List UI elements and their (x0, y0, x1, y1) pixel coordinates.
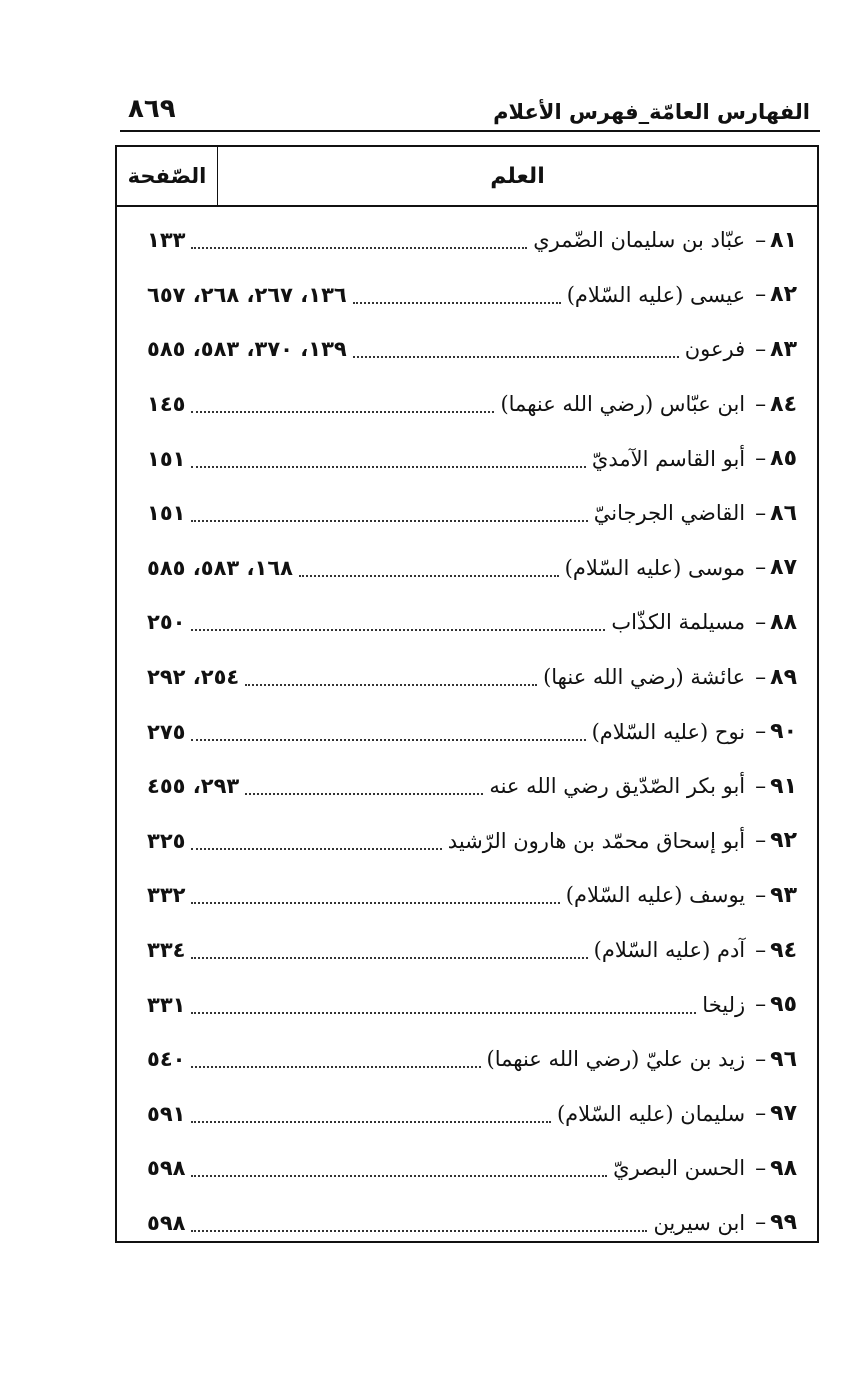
entry-dash: – (755, 500, 767, 526)
entry-pages: ٢٩٣، ٤٥٥ (147, 774, 240, 799)
entry-number: ٩٩ (770, 1210, 797, 1236)
table-row (117, 377, 817, 432)
column-header-name: العلم (490, 163, 545, 189)
entry-pages: ١٦٨، ٥٨٣، ٥٨٥ (147, 555, 293, 580)
table-row (117, 1087, 817, 1142)
table-row (117, 268, 817, 323)
dot-leader (245, 793, 483, 795)
entry-name: القاضي الجرجانيّ (593, 501, 746, 526)
dot-leader (353, 356, 679, 358)
entry-pages: ١٤٥ (147, 392, 186, 417)
header-rule (120, 130, 820, 132)
column-header-page: الصّفحة (117, 147, 218, 205)
entry-pages: ٣٣٤ (147, 938, 186, 963)
table-row (117, 595, 817, 650)
dot-leader (191, 1121, 551, 1123)
entry-pages: ٢٥٠ (147, 610, 186, 635)
table-row (117, 759, 817, 814)
entry-number: ٩٨ (770, 1155, 797, 1181)
entry-number: ٩٤ (770, 937, 797, 963)
page-header (120, 88, 820, 132)
entry-pages: ٥٩١ (147, 1101, 186, 1126)
dot-leader (191, 411, 494, 413)
entry-dash: – (755, 992, 767, 1018)
entry-dash: – (755, 664, 767, 690)
dot-leader (353, 302, 561, 304)
entry-dash: – (755, 1155, 767, 1181)
dot-leader (299, 575, 559, 577)
entry-name: أبو إسحاق محمّد بن هارون الرّشيد (447, 828, 746, 853)
dot-leader (245, 684, 537, 686)
entry-pages: ٣٣١ (147, 992, 186, 1017)
entry-name: ابن عبّاس (رضي الله عنهما) (500, 392, 746, 417)
entry-name: أبو القاسم الآمديّ (591, 446, 746, 471)
table-header-row (117, 147, 817, 207)
dot-leader (191, 247, 527, 249)
entry-dash: – (755, 937, 767, 963)
entry-number: ٨٨ (770, 609, 797, 635)
table-row (117, 486, 817, 541)
index-table (115, 145, 819, 1243)
entry-number: ٩٠ (770, 719, 797, 745)
entry-number: ٨٢ (770, 282, 797, 308)
dot-leader (191, 466, 585, 468)
table-body (117, 213, 817, 1250)
entry-number: ٩٥ (770, 992, 797, 1018)
entry-number: ٨٣ (770, 336, 797, 362)
dot-leader (191, 848, 441, 850)
table-row (117, 977, 817, 1032)
dot-leader (191, 1175, 607, 1177)
entry-name: زيد بن عليّ (رضي الله عنهما) (486, 1047, 746, 1072)
entry-name: عبّاد بن سليمان الضّمري (533, 228, 746, 253)
entry-name: فرعون (684, 337, 746, 362)
dot-leader (191, 957, 587, 959)
entry-dash: – (755, 391, 767, 417)
entry-number: ٨٩ (770, 664, 797, 690)
entry-number: ٨٤ (770, 391, 797, 417)
entry-name: موسى (عليه السّلام) (564, 555, 746, 580)
table-row (117, 541, 817, 596)
entry-dash: – (755, 828, 767, 854)
entry-pages: ١٣٦، ٢٦٧، ٢٦٨، ٦٥٧ (147, 282, 347, 307)
entry-name: أبو بكر الصّدّيق رضي الله عنه (489, 774, 746, 799)
entry-pages: ٣٢٥ (147, 828, 186, 853)
table-row (117, 1032, 817, 1087)
entry-pages: ٢٥٤، ٢٩٢ (147, 665, 240, 690)
table-row (117, 1196, 817, 1251)
dot-leader (191, 902, 559, 904)
table-row (117, 213, 817, 268)
entry-number: ٩٢ (770, 828, 797, 854)
table-row (117, 1141, 817, 1196)
page-number: ٨٦٩ (128, 94, 176, 124)
entry-number: ٩١ (770, 773, 797, 799)
entry-number: ٨٧ (770, 555, 797, 581)
table-row (117, 650, 817, 705)
entry-number: ٨٥ (770, 446, 797, 472)
entry-number: ٩٧ (770, 1101, 797, 1127)
entry-pages: ٥٤٠ (147, 1047, 186, 1072)
entry-name: الحسن البصريّ (613, 1156, 746, 1181)
dot-leader (191, 520, 587, 522)
entry-dash: – (755, 609, 767, 635)
entry-name: زليخا (702, 992, 746, 1017)
dot-leader (191, 1230, 647, 1232)
dot-leader (191, 739, 585, 741)
entry-number: ٨١ (770, 227, 797, 253)
running-title: الفهارس العامّة_فهرس الأعلام (493, 100, 810, 124)
dot-leader (191, 629, 605, 631)
entry-dash: – (755, 1046, 767, 1072)
entry-dash: – (755, 719, 767, 745)
entry-name: مسيلمة الكذّاب (611, 610, 746, 635)
entry-dash: – (755, 227, 767, 253)
entry-dash: – (755, 1210, 767, 1236)
entry-name: آدم (عليه السّلام) (593, 938, 746, 963)
entry-dash: – (755, 773, 767, 799)
entry-name: عيسى (عليه السّلام) (566, 282, 746, 307)
entry-pages: ١٣٣ (147, 228, 186, 253)
entry-pages: ٢٧٥ (147, 719, 186, 744)
entry-name: ابن سيرين (653, 1210, 746, 1235)
entry-name: نوح (عليه السّلام) (591, 719, 746, 744)
table-row (117, 322, 817, 377)
entry-name: عائشة (رضي الله عنها) (543, 665, 746, 690)
entry-name: يوسف (عليه السّلام) (565, 883, 746, 908)
entry-number: ٨٦ (770, 500, 797, 526)
entry-number: ٩٣ (770, 882, 797, 908)
entry-pages: ١٥١ (147, 501, 186, 526)
entry-pages: ٣٣٢ (147, 883, 186, 908)
table-row (117, 431, 817, 486)
table-row (117, 923, 817, 978)
table-row (117, 704, 817, 759)
dot-leader (191, 1066, 480, 1068)
entry-dash: – (755, 446, 767, 472)
table-row (117, 868, 817, 923)
dot-leader (191, 1012, 696, 1014)
entry-dash: – (755, 282, 767, 308)
entry-pages: ١٣٩، ٣٧٠، ٥٨٣، ٥٨٥ (147, 337, 347, 362)
entry-dash: – (755, 882, 767, 908)
entry-number: ٩٦ (770, 1046, 797, 1072)
entry-dash: – (755, 336, 767, 362)
entry-pages: ١٥١ (147, 446, 186, 471)
entry-name: سليمان (عليه السّلام) (556, 1101, 746, 1126)
entry-pages: ٥٩٨ (147, 1156, 186, 1181)
entry-pages: ٥٩٨ (147, 1210, 186, 1235)
entry-dash: – (755, 1101, 767, 1127)
table-row (117, 814, 817, 869)
entry-dash: – (755, 555, 767, 581)
